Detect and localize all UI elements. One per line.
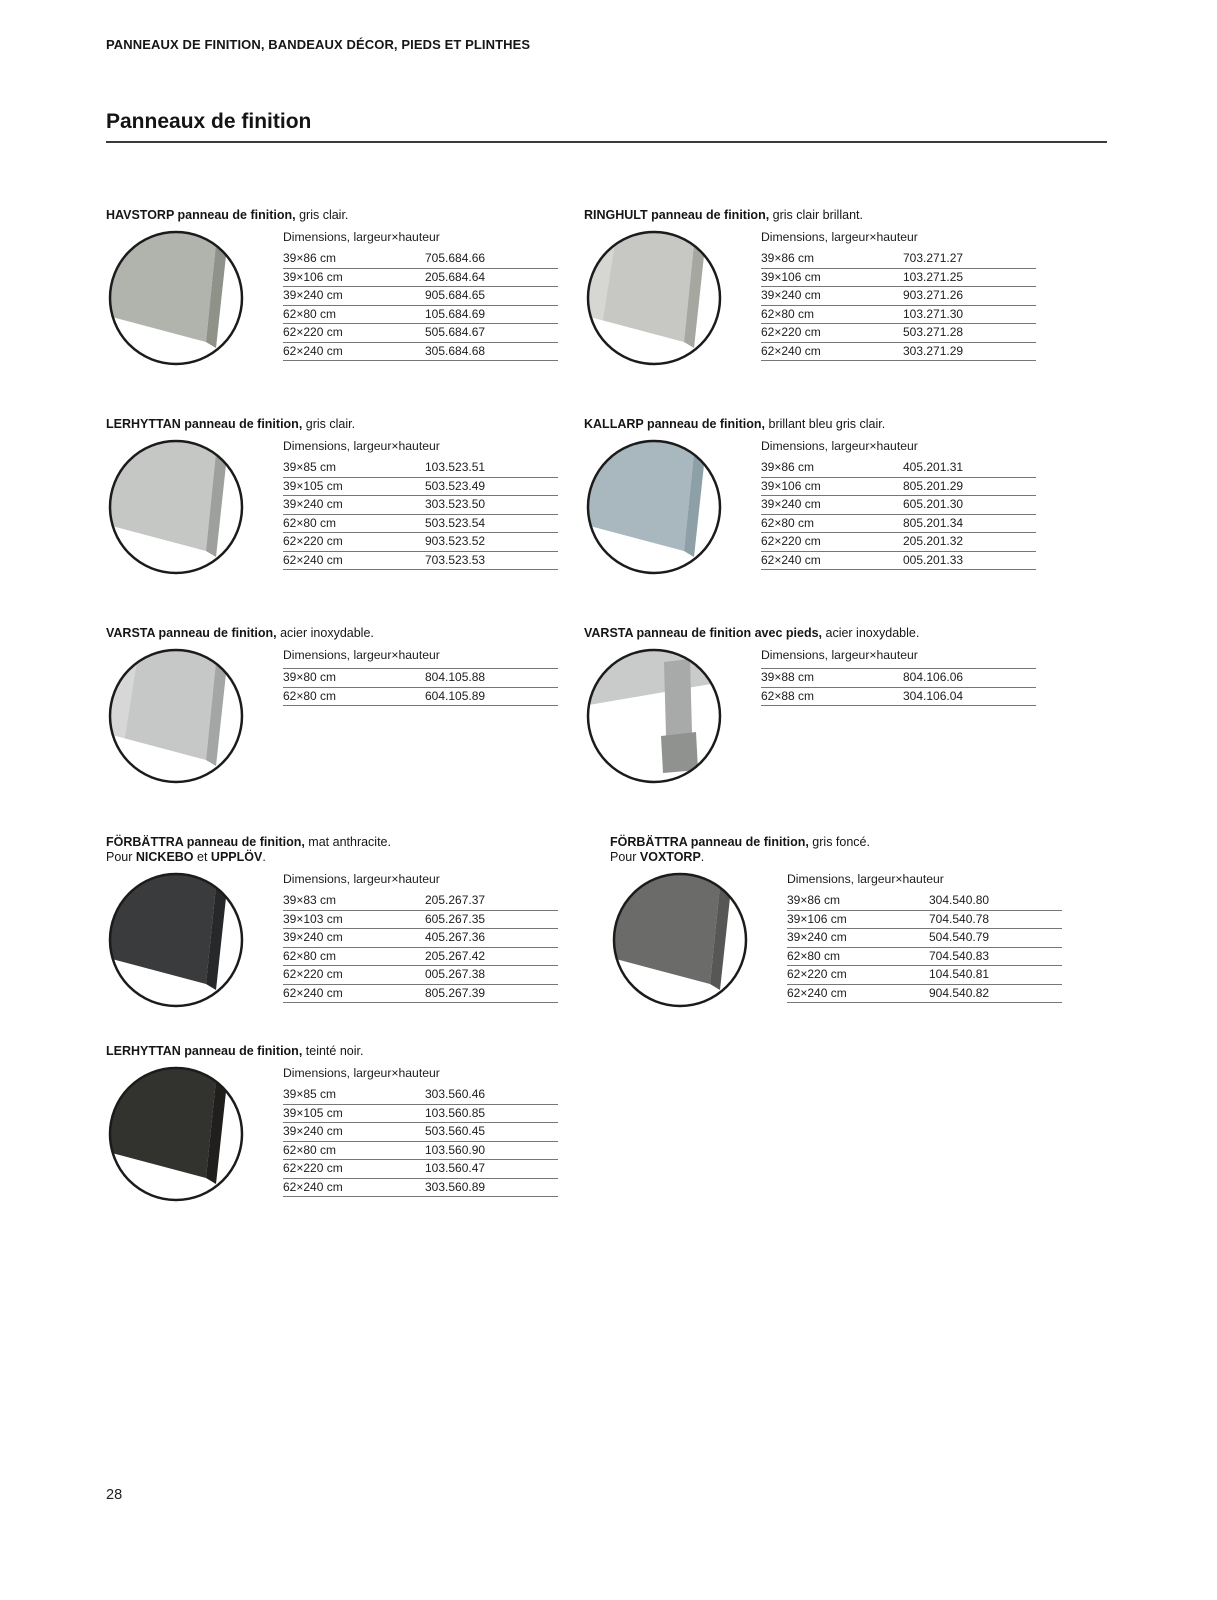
product-description: mat anthracite.: [304, 835, 391, 849]
product-title: [106, 416, 566, 432]
product-section: [106, 834, 566, 1043]
page-title: Panneaux de finition: [106, 110, 312, 133]
column-right: [584, 207, 1074, 1043]
table-rows: [283, 1086, 558, 1197]
dimensions-table: [283, 437, 558, 577]
product-body: [106, 437, 566, 577]
table-header: Dimensions, largeur×hauteur: [283, 872, 440, 886]
dimension-cell: 39×86 cm: [787, 893, 841, 907]
table-row: [761, 669, 1036, 688]
dimension-cell: 62×240 cm: [787, 985, 847, 1000]
dimension-cell: 39×240 cm: [283, 497, 343, 511]
article-number-cell: 704.540.83: [929, 948, 990, 963]
product-section: [106, 625, 566, 834]
product-name: FÖRBÄTTRA panneau de finition,: [106, 835, 305, 849]
article-number-cell: 503.560.45: [425, 1124, 486, 1138]
product-image: [610, 870, 750, 1010]
dimensions-table: [761, 437, 1036, 577]
panel-leg-foot: [661, 732, 698, 773]
article-number-cell: 103.560.85: [425, 1105, 486, 1120]
compat-segment: et: [193, 850, 211, 864]
table-row: [761, 250, 1036, 269]
table-row: [283, 929, 558, 948]
compat-segment: .: [700, 850, 705, 864]
article-number-cell: 605.267.35: [425, 911, 486, 926]
table-row: [283, 533, 558, 552]
article-number-cell: 005.201.33: [903, 552, 964, 567]
table-row: [283, 669, 558, 688]
article-number-cell: 503.523.49: [425, 478, 486, 493]
panel-face: [106, 228, 218, 342]
dimension-cell: 62×80 cm: [283, 1142, 337, 1157]
table-row: [283, 250, 558, 269]
panel-face: [106, 437, 218, 551]
table-row: [283, 496, 558, 515]
product-name: FÖRBÄTTRA panneau de finition,: [610, 835, 809, 849]
dimension-cell: 62×240 cm: [761, 552, 821, 567]
panel-face: [584, 437, 696, 551]
article-number-cell: 805.201.34: [903, 515, 964, 530]
article-number-cell: 103.523.51: [425, 460, 486, 474]
dimensions-table: [283, 646, 558, 786]
dimension-cell: 62×220 cm: [283, 967, 343, 981]
table-row: [283, 892, 558, 911]
product-image: [106, 646, 246, 786]
dimension-cell: 62×80 cm: [761, 306, 815, 321]
dimensions-table: [283, 228, 558, 368]
product-description: gris clair.: [302, 417, 356, 431]
product-image: [106, 228, 246, 368]
article-number-cell: 903.523.52: [425, 534, 486, 548]
article-number-cell: 805.267.39: [425, 985, 486, 1000]
product-section: [610, 834, 1074, 1043]
product-name: RINGHULT panneau de finition,: [584, 208, 770, 222]
table-row: [761, 459, 1036, 478]
compat-segment: Pour: [610, 850, 640, 864]
dimension-cell: 39×240 cm: [761, 288, 821, 302]
table-row: [283, 306, 558, 325]
dimensions-table: [283, 1064, 558, 1204]
table-row: [761, 306, 1036, 325]
product-description: brillant bleu gris clair.: [765, 417, 886, 431]
product-section: [106, 1043, 566, 1252]
product-body: [106, 228, 566, 368]
product-name: VARSTA panneau de finition,: [106, 626, 277, 640]
dimension-cell: 39×105 cm: [283, 478, 343, 493]
table-row: [283, 343, 558, 362]
compat-segment: .: [262, 850, 266, 864]
column-left: [106, 207, 566, 1252]
table-row: [283, 985, 558, 1004]
product-body: [584, 646, 1074, 786]
table-row: [787, 966, 1062, 985]
product-image: [584, 646, 724, 786]
table-row: [283, 966, 558, 985]
product-image: [106, 870, 246, 1010]
article-number-cell: 705.684.66: [425, 251, 486, 265]
product-description: acier inoxydable.: [822, 626, 920, 640]
article-number-cell: 205.267.42: [425, 948, 486, 963]
dimension-cell: 39×240 cm: [761, 497, 821, 511]
table-row: [283, 478, 558, 497]
article-number-cell: 703.271.27: [903, 251, 964, 265]
article-number-cell: 605.201.30: [903, 497, 964, 511]
compat-segment: VOXTORP: [639, 850, 701, 864]
article-number-cell: 704.540.78: [929, 911, 990, 926]
table-row: [283, 948, 558, 967]
product-title: [106, 625, 566, 641]
product-body: [106, 1064, 566, 1204]
table-row: [283, 911, 558, 930]
product-section: [584, 207, 1074, 416]
product-title: [610, 834, 1074, 850]
product-description: teinté noir.: [302, 1044, 364, 1058]
article-number-cell: 505.684.67: [425, 325, 486, 339]
panel-underside: [584, 646, 724, 710]
article-number-cell: 904.540.82: [929, 985, 990, 1000]
table-row: [283, 1105, 558, 1124]
product-section: [106, 207, 566, 416]
dimension-cell: 62×220 cm: [283, 325, 343, 339]
product-image: [106, 1064, 246, 1204]
table-row: [283, 269, 558, 288]
article-number-cell: 304.106.04: [903, 688, 964, 703]
product-body: [106, 870, 566, 1010]
dimension-cell: 39×86 cm: [283, 251, 337, 265]
article-number-cell: 103.271.25: [903, 269, 964, 284]
dimension-cell: 62×220 cm: [761, 325, 821, 339]
article-number-cell: 804.106.06: [903, 670, 964, 684]
page-number: 28: [106, 1487, 123, 1503]
product-title: [584, 416, 1074, 432]
table-row: [761, 269, 1036, 288]
article-number-cell: 504.540.79: [929, 930, 990, 944]
table-row: [761, 515, 1036, 534]
product-body: [584, 437, 1074, 577]
dimension-cell: 39×240 cm: [283, 930, 343, 944]
dimension-cell: 39×106 cm: [761, 269, 821, 284]
table-row: [761, 533, 1036, 552]
article-number-cell: 804.105.88: [425, 670, 486, 684]
product-description: acier inoxydable.: [276, 626, 374, 640]
table-row: [761, 343, 1036, 362]
table-rows: [761, 668, 1036, 706]
article-number-cell: 703.523.53: [425, 552, 486, 567]
table-row: [787, 911, 1062, 930]
dimension-cell: 39×83 cm: [283, 893, 337, 907]
product-name: LERHYTTAN panneau de finition,: [106, 1044, 303, 1058]
dimension-cell: 39×80 cm: [283, 670, 337, 684]
table-row: [283, 515, 558, 534]
dimension-cell: 39×106 cm: [787, 911, 847, 926]
table-row: [283, 1179, 558, 1198]
table-row: [761, 552, 1036, 571]
article-number-cell: 903.271.26: [903, 288, 964, 302]
dimension-cell: 62×80 cm: [283, 515, 337, 530]
product-title: [106, 834, 566, 850]
dimension-cell: 62×220 cm: [283, 534, 343, 548]
compat-segment: NICKEBO: [135, 850, 194, 864]
table-row: [787, 985, 1062, 1004]
table-rows: [787, 892, 1062, 1003]
article-number-cell: 303.523.50: [425, 497, 486, 511]
product-title: [584, 625, 1074, 641]
table-row: [761, 496, 1036, 515]
product-title: [584, 207, 1074, 223]
product-body: [610, 870, 1074, 1010]
article-number-cell: 604.105.89: [425, 688, 486, 703]
dimension-cell: 62×88 cm: [761, 688, 815, 703]
title-rule: [106, 141, 1107, 143]
table-row: [761, 688, 1036, 707]
table-rows: [283, 250, 558, 361]
dimension-cell: 62×240 cm: [283, 552, 343, 567]
article-number-cell: 503.523.54: [425, 515, 486, 530]
product-body: [106, 646, 566, 786]
dimension-cell: 39×86 cm: [761, 251, 815, 265]
product-body: [584, 228, 1074, 368]
table-header: Dimensions, largeur×hauteur: [761, 439, 918, 453]
product-compat: [106, 850, 566, 865]
table-rows: [283, 892, 558, 1003]
table-row: [283, 1123, 558, 1142]
table-rows: [283, 459, 558, 570]
product-section: [106, 416, 566, 625]
article-number-cell: 905.684.65: [425, 288, 486, 302]
product-image: [584, 437, 724, 577]
panel-face: [610, 870, 722, 984]
article-number-cell: 104.540.81: [929, 967, 990, 981]
dimensions-table: [283, 870, 558, 1010]
dimension-cell: 39×86 cm: [761, 460, 815, 474]
product-title: [106, 207, 566, 223]
table-row: [761, 287, 1036, 306]
product-description: gris foncé.: [808, 835, 870, 849]
table-row: [761, 478, 1036, 497]
table-header: Dimensions, largeur×hauteur: [787, 872, 944, 886]
table-rows: [761, 459, 1036, 570]
dimension-cell: 39×106 cm: [761, 478, 821, 493]
compat-segment: Pour: [106, 850, 136, 864]
table-rows: [761, 250, 1036, 361]
table-header: Dimensions, largeur×hauteur: [761, 230, 918, 244]
table-row: [787, 948, 1062, 967]
table-row: [283, 1160, 558, 1179]
panel-face: [106, 870, 218, 984]
table-row: [787, 929, 1062, 948]
dimension-cell: 62×240 cm: [283, 985, 343, 1000]
table-row: [283, 688, 558, 707]
article-number-cell: 205.684.64: [425, 269, 486, 284]
dimension-cell: 62×220 cm: [787, 967, 847, 981]
product-section: [584, 625, 1074, 834]
article-number-cell: 303.560.46: [425, 1087, 486, 1101]
dimension-cell: 39×240 cm: [283, 288, 343, 302]
product-name: LERHYTTAN panneau de finition,: [106, 417, 303, 431]
article-number-cell: 303.560.89: [425, 1179, 486, 1194]
table-header: Dimensions, largeur×hauteur: [283, 230, 440, 244]
table-header: Dimensions, largeur×hauteur: [283, 439, 440, 453]
dimension-cell: 62×80 cm: [283, 948, 337, 963]
dimension-cell: 39×240 cm: [283, 1124, 343, 1138]
dimension-cell: 39×106 cm: [283, 269, 343, 284]
article-number-cell: 205.267.37: [425, 893, 486, 907]
product-title: [106, 1043, 566, 1059]
table-header: Dimensions, largeur×hauteur: [761, 648, 918, 662]
article-number-cell: 205.201.32: [903, 534, 964, 548]
dimension-cell: 39×85 cm: [283, 460, 337, 474]
table-row: [761, 324, 1036, 343]
dimension-cell: 62×240 cm: [761, 343, 821, 358]
article-number-cell: 303.271.29: [903, 343, 964, 358]
article-number-cell: 405.267.36: [425, 930, 486, 944]
dimension-cell: 39×88 cm: [761, 670, 815, 684]
product-image: [584, 228, 724, 368]
article-number-cell: 103.560.90: [425, 1142, 486, 1157]
product-compat: [610, 850, 1074, 865]
dimension-cell: 39×105 cm: [283, 1105, 343, 1120]
page-kicker: PANNEAUX DE FINITION, BANDEAUX DÉCOR, PIEDS ET PLINTHES: [106, 37, 531, 52]
product-description: gris clair brillant.: [769, 208, 863, 222]
dimension-cell: 62×80 cm: [283, 306, 337, 321]
product-section: [584, 416, 1074, 625]
dimension-cell: 62×240 cm: [283, 1179, 343, 1194]
product-description: gris clair.: [295, 208, 349, 222]
table-row: [283, 324, 558, 343]
article-number-cell: 805.201.29: [903, 478, 964, 493]
compat-segment: UPPLÖV: [210, 850, 263, 864]
table-row: [283, 459, 558, 478]
dimension-cell: 39×85 cm: [283, 1087, 337, 1101]
table-row: [283, 1086, 558, 1105]
table-header: Dimensions, largeur×hauteur: [283, 648, 440, 662]
dimension-cell: 62×240 cm: [283, 343, 343, 358]
dimension-cell: 62×80 cm: [787, 948, 841, 963]
article-number-cell: 105.684.69: [425, 306, 486, 321]
table-header: Dimensions, largeur×hauteur: [283, 1066, 440, 1080]
article-number-cell: 005.267.38: [425, 967, 486, 981]
article-number-cell: 305.684.68: [425, 343, 486, 358]
product-name: VARSTA panneau de finition avec pieds,: [584, 626, 823, 640]
dimension-cell: 39×240 cm: [787, 930, 847, 944]
table-row: [283, 1142, 558, 1161]
table-row: [283, 287, 558, 306]
article-number-cell: 103.271.30: [903, 306, 964, 321]
dimensions-table: [761, 228, 1036, 368]
dimension-cell: 62×220 cm: [761, 534, 821, 548]
article-number-cell: 304.540.80: [929, 893, 990, 907]
dimension-cell: 62×220 cm: [283, 1161, 343, 1175]
dimension-cell: 39×103 cm: [283, 911, 343, 926]
table-row: [283, 552, 558, 571]
article-number-cell: 405.201.31: [903, 460, 964, 474]
dimension-cell: 62×80 cm: [761, 515, 815, 530]
panel-face: [106, 1064, 218, 1178]
dimensions-table: [787, 870, 1062, 1010]
table-row: [787, 892, 1062, 911]
article-number-cell: 503.271.28: [903, 325, 964, 339]
product-image: [106, 437, 246, 577]
product-name: KALLARP panneau de finition,: [584, 417, 766, 431]
article-number-cell: 103.560.47: [425, 1161, 486, 1175]
dimensions-table: [761, 646, 1036, 786]
product-name: HAVSTORP panneau de finition,: [106, 208, 296, 222]
table-rows: [283, 668, 558, 706]
dimension-cell: 62×80 cm: [283, 688, 337, 703]
